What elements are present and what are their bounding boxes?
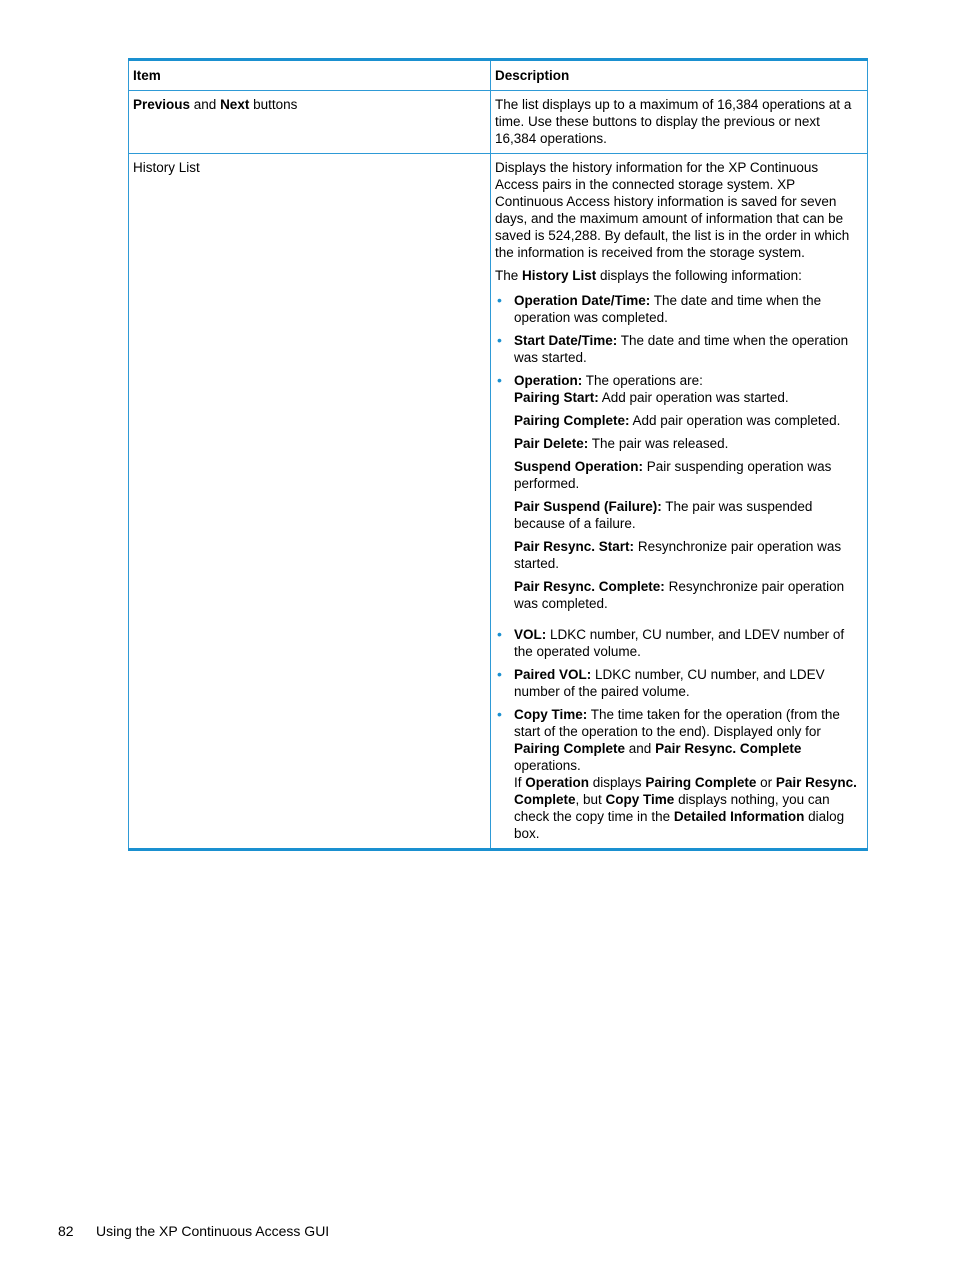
item-next: Next [220, 97, 250, 112]
operation-entry [514, 435, 863, 452]
table-row [129, 154, 868, 850]
list-item [495, 706, 863, 842]
description-cell [491, 91, 868, 154]
bullet-term: Start Date/Time: [514, 333, 618, 348]
description-paragraph [495, 267, 863, 284]
text-bold: Pairing Complete [645, 775, 757, 790]
text-run: If [514, 775, 526, 790]
text-run: The [495, 268, 523, 283]
bullet-term: Operation Date/Time: [514, 293, 651, 308]
table-header-row [129, 60, 868, 91]
operation-entry [514, 389, 863, 406]
text-bold: Pair Resync. Complete [514, 775, 857, 807]
operation-entry [514, 458, 863, 492]
item-cell [129, 91, 491, 154]
text-bold: Pairing Complete [514, 741, 626, 756]
bullet-text: LDKC number, CU number, and LDEV number of the paired volume. [514, 667, 825, 699]
description-cell [491, 154, 868, 850]
info-bullet-list [495, 292, 863, 842]
header-description: Description [491, 60, 868, 91]
operation-term: Suspend Operation: [514, 459, 644, 474]
bullet-term: VOL: [514, 627, 547, 642]
operation-term: Pair Resync. Start: [514, 539, 635, 554]
footer-section-title: Using the XP Continuous Access GUI [96, 1223, 330, 1239]
text-bold: Operation [525, 775, 590, 790]
operation-text: Add pair operation was started. [598, 390, 789, 405]
operation-entry [514, 578, 863, 612]
text-run: or [756, 775, 776, 790]
bullet-text: The time taken for the operation (from the start of the operation to the end). Displayed only for [514, 707, 840, 739]
description-paragraph: Displays the history information for the XP Continuous Access pairs in the connected storage system. XP Continuous Access history information is saved for seven days, and the maximum amount of information that can be saved is 524,288. By default, the list is in the order in which the information is received from the storage system. [495, 160, 850, 260]
table-row [129, 91, 868, 154]
operation-entry [514, 412, 863, 429]
bullet-term: Copy Time: [514, 707, 588, 722]
text-run: displays nothing, you can check the copy time in the [514, 792, 830, 824]
page-number: 82 [58, 1223, 74, 1239]
text-run: and [625, 741, 656, 756]
operation-text: Resynchronize pair operation was started. [514, 539, 842, 571]
operation-term: Pairing Complete: [514, 413, 630, 428]
header-item: Item [129, 60, 491, 91]
bullet-term: Paired VOL: [514, 667, 592, 682]
text-bold: Pair Resync. Complete [655, 741, 802, 756]
item-cell: History List [129, 154, 491, 850]
description-text: The list displays up to a maximum of 16,384 operations at a time. Use these buttons to display the previous or next 16,384 operations. [495, 97, 852, 146]
operation-entry [514, 538, 863, 572]
text-bold: Copy Time [605, 792, 675, 807]
text-bold: History List [522, 268, 597, 283]
list-item [495, 332, 863, 366]
operation-text: The pair was suspended because of a failure. [514, 499, 813, 531]
operation-text: Pair suspending operation was performed. [514, 459, 832, 491]
operation-entry [514, 498, 863, 532]
operation-text: The pair was released. [588, 436, 729, 451]
operation-term: Pair Suspend (Failure): [514, 499, 662, 514]
bullet-text: The date and time when the operation was completed. [514, 293, 822, 325]
item-previous: Previous [133, 97, 191, 112]
operations-sublist [514, 389, 863, 612]
operation-term: Pair Resync. Complete: [514, 579, 665, 594]
text-run: displays the following information: [596, 268, 802, 283]
bullet-text: The operations are: [582, 373, 703, 388]
list-item [495, 666, 863, 700]
operation-text: Resynchronize pair operation was completed. [514, 579, 845, 611]
history-table [128, 58, 868, 851]
operation-text: Add pair operation was completed. [629, 413, 841, 428]
list-item [495, 626, 863, 660]
bullet-term: Operation: [514, 373, 583, 388]
text-run: , but [575, 792, 606, 807]
list-item [495, 372, 863, 612]
item-and: and [190, 97, 221, 112]
list-item [495, 292, 863, 326]
item-buttons: buttons [249, 97, 298, 112]
text-run: displays [589, 775, 646, 790]
operation-term: Pair Delete: [514, 436, 589, 451]
text-bold: Detailed Information [673, 809, 805, 824]
bullet-text: LDKC number, CU number, and LDEV number of the operated volume. [514, 627, 845, 659]
page-footer [58, 1222, 329, 1240]
operation-term: Pairing Start: [514, 390, 599, 405]
bullet-text: The date and time when the operation was started. [514, 333, 849, 365]
text-run: operations. [514, 758, 581, 773]
text-run: dialog box. [514, 809, 845, 841]
copy-time-note [514, 774, 863, 842]
